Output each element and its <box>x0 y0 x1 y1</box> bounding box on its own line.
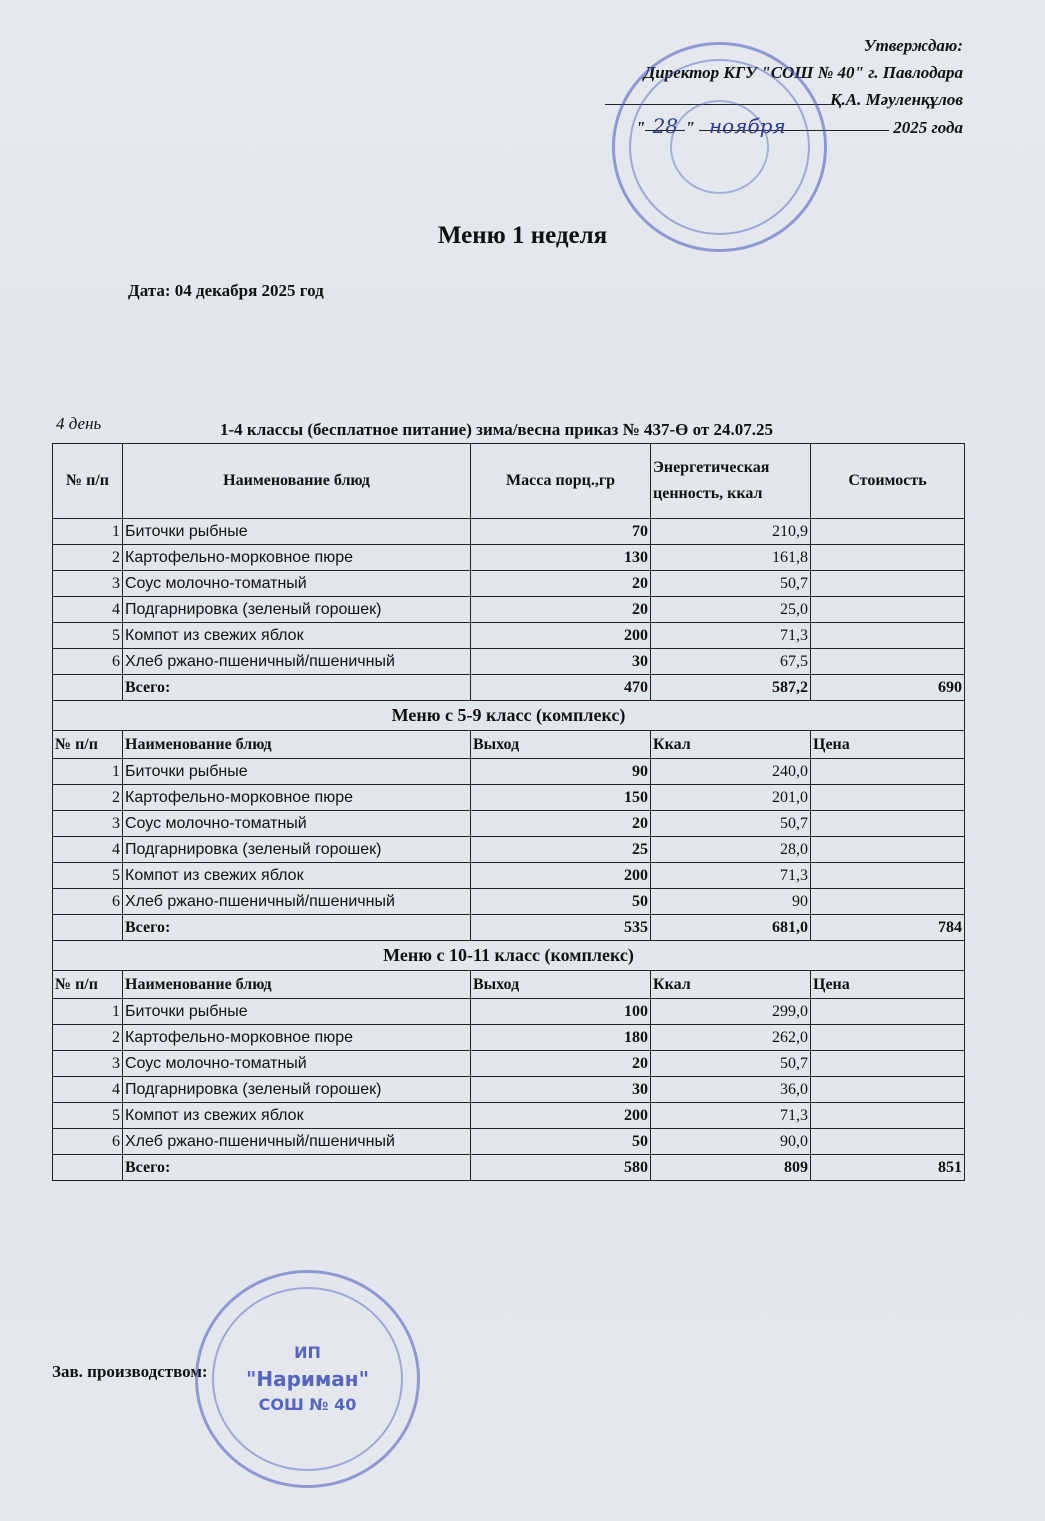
row-number: 6 <box>53 1129 123 1155</box>
day-label: 4 день <box>56 414 102 433</box>
col-name: Наименование блюд <box>123 444 471 519</box>
total-blank <box>53 915 123 941</box>
dish-mass: 130 <box>471 545 651 571</box>
dish-mass: 180 <box>471 1025 651 1051</box>
col-mass: Масса порц.,гр <box>471 444 651 519</box>
col-price: Цена <box>811 971 965 999</box>
table-row <box>53 519 965 545</box>
stamp-line-3: СОШ № 40 <box>258 1395 357 1414</box>
dish-kcal: 36,0 <box>651 1077 811 1103</box>
total-price: 784 <box>811 915 965 941</box>
col-number: № п/п <box>53 731 123 759</box>
total-price: 690 <box>811 675 965 701</box>
dish-kcal: 50,7 <box>651 571 811 597</box>
table-row <box>53 649 965 675</box>
dish-price <box>811 545 965 571</box>
dish-name: Биточки рыбные <box>123 519 471 545</box>
dish-name: Соус молочно-томатный <box>123 571 471 597</box>
table-row <box>53 837 965 863</box>
dish-name: Подгарнировка (зеленый горошек) <box>123 597 471 623</box>
dish-kcal: 67,5 <box>651 649 811 675</box>
dish-price <box>811 649 965 675</box>
dish-name: Картофельно-морковное пюре <box>123 785 471 811</box>
row-number: 5 <box>53 623 123 649</box>
total-label: Всего: <box>123 675 471 701</box>
total-row <box>53 675 965 701</box>
total-mass: 535 <box>471 915 651 941</box>
row-number: 4 <box>53 837 123 863</box>
dish-name: Компот из свежих яблок <box>123 1103 471 1129</box>
approval-heading: Утверждаю: <box>863 36 963 55</box>
row-number: 3 <box>53 571 123 597</box>
dish-kcal: 90,0 <box>651 1129 811 1155</box>
total-mass: 580 <box>471 1155 651 1181</box>
col-cost: Стоимость <box>811 444 965 519</box>
dish-mass: 100 <box>471 999 651 1025</box>
table-row <box>53 1025 965 1051</box>
dish-kcal: 25,0 <box>651 597 811 623</box>
dish-price <box>811 889 965 915</box>
table-row <box>53 1051 965 1077</box>
dish-kcal: 50,7 <box>651 1051 811 1077</box>
dish-price <box>811 519 965 545</box>
dish-kcal: 28,0 <box>651 837 811 863</box>
table-row <box>53 1129 965 1155</box>
total-blank <box>53 1155 123 1181</box>
dish-price <box>811 785 965 811</box>
dish-name: Биточки рыбные <box>123 759 471 785</box>
row-number: 1 <box>53 759 123 785</box>
approval-date-year: 2025 года <box>893 118 963 137</box>
day-row <box>52 414 964 438</box>
dish-price <box>811 623 965 649</box>
section-header <box>53 701 965 731</box>
date-quote-open: " <box>635 118 646 137</box>
table-row <box>53 545 965 571</box>
total-kcal: 809 <box>651 1155 811 1181</box>
col-output: Выход <box>471 971 651 999</box>
table3-header <box>53 971 965 999</box>
table-row <box>53 571 965 597</box>
group-label: 1-4 классы (бесплатное питание) зима/весна приказ № 437-Ө от 24.07.25 <box>220 420 773 439</box>
date-quote-close: " <box>685 118 695 137</box>
total-label: Всего: <box>123 915 471 941</box>
dish-mass: 200 <box>471 1103 651 1129</box>
row-number: 6 <box>53 649 123 675</box>
dish-kcal: 71,3 <box>651 623 811 649</box>
row-number: 2 <box>53 545 123 571</box>
row-number: 2 <box>53 785 123 811</box>
table-row <box>53 597 965 623</box>
total-row <box>53 1155 965 1181</box>
col-output: Выход <box>471 731 651 759</box>
col-number: № п/п <box>53 971 123 999</box>
dish-price <box>811 1051 965 1077</box>
dish-kcal: 210,9 <box>651 519 811 545</box>
row-number: 3 <box>53 1051 123 1077</box>
table-row <box>53 999 965 1025</box>
total-row <box>53 915 965 941</box>
dish-mass: 20 <box>471 811 651 837</box>
dish-mass: 50 <box>471 1129 651 1155</box>
table-row <box>53 623 965 649</box>
col-name: Наименование блюд <box>123 731 471 759</box>
section-title: Меню с 5-9 класс (комплекс) <box>53 701 965 731</box>
total-label: Всего: <box>123 1155 471 1181</box>
dish-name: Соус молочно-томатный <box>123 811 471 837</box>
stamp-text <box>246 1340 369 1418</box>
section-header <box>53 941 965 971</box>
page-title: Меню 1 неделя <box>437 222 608 249</box>
dish-mass: 20 <box>471 1051 651 1077</box>
row-number: 1 <box>53 999 123 1025</box>
row-number: 5 <box>53 1103 123 1129</box>
dish-mass: 150 <box>471 785 651 811</box>
table-row <box>53 1077 965 1103</box>
dish-kcal: 299,0 <box>651 999 811 1025</box>
table2-header <box>53 731 965 759</box>
dish-mass: 70 <box>471 519 651 545</box>
dish-price <box>811 1129 965 1155</box>
stamp-line-2: "Нариман" <box>245 1367 370 1391</box>
dish-price <box>811 1077 965 1103</box>
dish-mass: 50 <box>471 889 651 915</box>
dish-name: Хлеб ржано-пшеничный/пшеничный <box>123 1129 471 1155</box>
dish-kcal: 71,3 <box>651 1103 811 1129</box>
dish-price <box>811 597 965 623</box>
total-kcal: 587,2 <box>651 675 811 701</box>
col-kcal: Ккал <box>651 731 811 759</box>
dish-name: Подгарнировка (зеленый горошек) <box>123 837 471 863</box>
dish-kcal: 240,0 <box>651 759 811 785</box>
dish-kcal: 201,0 <box>651 785 811 811</box>
director-stamp <box>612 42 827 252</box>
menu-date: Дата: 04 декабря 2025 год <box>128 281 324 300</box>
dish-mass: 30 <box>471 1077 651 1103</box>
table-row <box>53 1103 965 1129</box>
dish-mass: 200 <box>471 623 651 649</box>
dish-name: Хлеб ржано-пшеничный/пшеничный <box>123 649 471 675</box>
dish-price <box>811 837 965 863</box>
dish-name: Картофельно-морковное пюре <box>123 545 471 571</box>
dish-price <box>811 1103 965 1129</box>
dish-name: Компот из свежих яблок <box>123 623 471 649</box>
row-number: 3 <box>53 811 123 837</box>
dish-name: Компот из свежих яблок <box>123 863 471 889</box>
col-energy: Энергетическая ценность, ккал <box>651 444 811 519</box>
dish-price <box>811 811 965 837</box>
table-row <box>53 863 965 889</box>
dish-name: Картофельно-морковное пюре <box>123 1025 471 1051</box>
approval-date-day: 28 <box>645 113 685 131</box>
dish-mass: 200 <box>471 863 651 889</box>
row-number: 2 <box>53 1025 123 1051</box>
row-number: 1 <box>53 519 123 545</box>
dish-name: Подгарнировка (зеленый горошек) <box>123 1077 471 1103</box>
dish-name: Биточки рыбные <box>123 999 471 1025</box>
dish-mass: 20 <box>471 571 651 597</box>
row-number: 6 <box>53 889 123 915</box>
dish-price <box>811 999 965 1025</box>
table-row <box>53 889 965 915</box>
approval-director-name: Қ.А. Мәуленқұлов <box>829 90 963 109</box>
col-kcal: Ккал <box>651 971 811 999</box>
dish-kcal: 161,8 <box>651 545 811 571</box>
row-number: 4 <box>53 597 123 623</box>
approval-date-month: ноября <box>699 113 889 131</box>
total-kcal: 681,0 <box>651 915 811 941</box>
dish-price <box>811 759 965 785</box>
dish-kcal: 262,0 <box>651 1025 811 1051</box>
table-row <box>53 759 965 785</box>
table-row <box>53 785 965 811</box>
row-number: 4 <box>53 1077 123 1103</box>
dish-price <box>811 863 965 889</box>
stamp-line-1: ИП <box>294 1343 321 1362</box>
table-row <box>53 811 965 837</box>
dish-name: Хлеб ржано-пшеничный/пшеничный <box>123 889 471 915</box>
dish-mass: 25 <box>471 837 651 863</box>
dish-mass: 90 <box>471 759 651 785</box>
row-number: 5 <box>53 863 123 889</box>
total-mass: 470 <box>471 675 651 701</box>
manager-label: Зав. производством: <box>52 1362 208 1381</box>
total-price: 851 <box>811 1155 965 1181</box>
col-name: Наименование блюд <box>123 971 471 999</box>
dish-mass: 30 <box>471 649 651 675</box>
section-title: Меню с 10-11 класс (комплекс) <box>53 941 965 971</box>
col-number: № п/п <box>53 444 123 519</box>
company-stamp <box>195 1270 420 1488</box>
dish-kcal: 71,3 <box>651 863 811 889</box>
table1-header <box>53 444 965 519</box>
total-blank <box>53 675 123 701</box>
menu-table <box>52 443 965 1181</box>
dish-name: Соус молочно-томатный <box>123 1051 471 1077</box>
dish-price <box>811 571 965 597</box>
dish-kcal: 90 <box>651 889 811 915</box>
dish-kcal: 50,7 <box>651 811 811 837</box>
dish-mass: 20 <box>471 597 651 623</box>
approval-director: Директор КГУ "СОШ № 40" г. Павлодара <box>643 63 963 82</box>
col-price: Цена <box>811 731 965 759</box>
dish-price <box>811 1025 965 1051</box>
